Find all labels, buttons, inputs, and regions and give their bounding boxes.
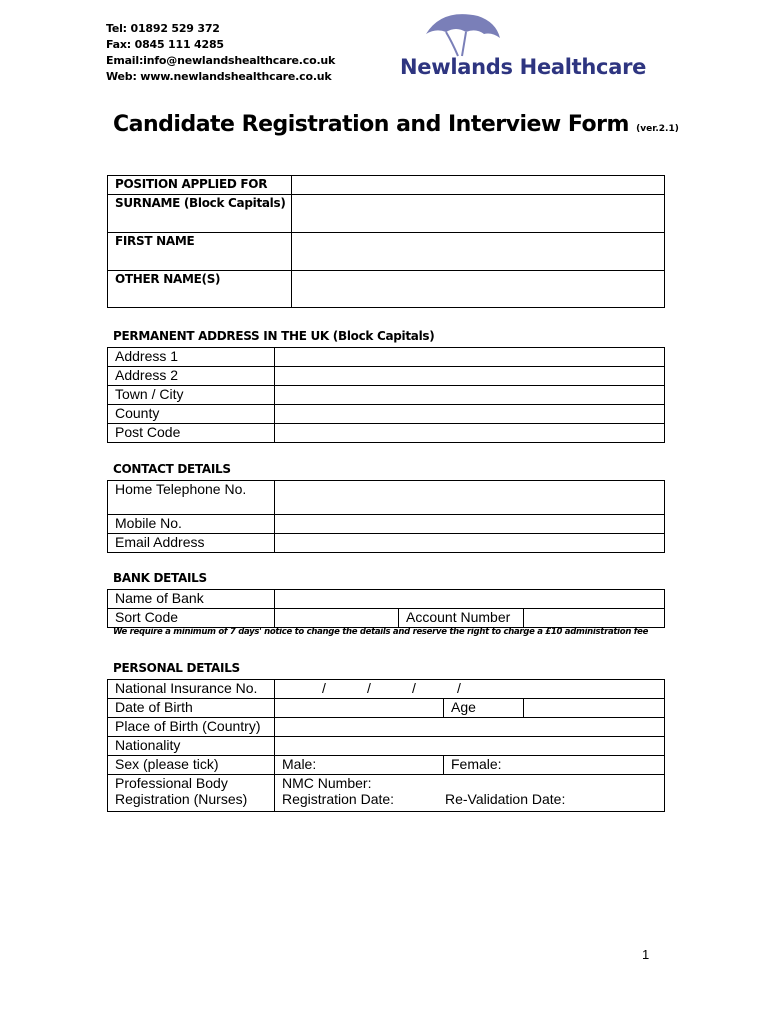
prof-body-line1: Professional Body (115, 775, 228, 791)
pob-label: Place of Birth (Country) (108, 718, 275, 737)
mobile-input[interactable] (275, 515, 665, 534)
nationality-label: Nationality (108, 737, 275, 756)
pob-input[interactable] (275, 718, 665, 737)
county-label: County (108, 405, 275, 424)
town-label: Town / City (108, 386, 275, 405)
prof-body-line2: Registration (Nurses) (115, 791, 248, 807)
home-tel-input[interactable] (275, 481, 665, 515)
account-number-input[interactable] (524, 609, 665, 628)
company-logo (400, 12, 664, 84)
ni-slash: / (457, 680, 461, 696)
ni-label: National Insurance No. (108, 680, 275, 699)
umbrella-icon (422, 12, 502, 58)
home-tel-label: Home Telephone No. (108, 481, 275, 515)
town-input[interactable] (275, 386, 665, 405)
ni-input[interactable] (275, 680, 665, 699)
ni-slash: / (367, 680, 371, 696)
email-label: Email Address (108, 534, 275, 553)
web-line: Web: www.newlandshealthcare.co.uk (106, 70, 332, 83)
address1-label: Address 1 (108, 348, 275, 367)
registration-date-label: Registration Date: (282, 791, 395, 807)
first-name-label: FIRST NAME (108, 233, 292, 271)
surname-label: SURNAME (Block Capitals) (108, 195, 292, 233)
mobile-label: Mobile No. (108, 515, 275, 534)
female-option[interactable]: Female: (444, 756, 665, 775)
prof-body-label (108, 775, 275, 812)
sort-code-label: Sort Code (108, 609, 275, 628)
sex-label: Sex (please tick) (108, 756, 275, 775)
ni-slash: / (322, 680, 326, 696)
email-input[interactable] (275, 534, 665, 553)
contact-info (106, 21, 335, 85)
age-input[interactable] (524, 699, 665, 718)
surname-input[interactable] (292, 195, 665, 233)
dob-label: Date of Birth (108, 699, 275, 718)
other-names-label: OTHER NAME(S) (108, 271, 292, 308)
bank-name-input[interactable] (275, 590, 665, 609)
address-table (107, 347, 665, 443)
address-heading: PERMANENT ADDRESS IN THE UK (Block Capitals) (113, 329, 435, 343)
postcode-input[interactable] (275, 424, 665, 443)
email-line: Email:info@newlandshealthcare.co.uk (106, 54, 336, 67)
nationality-input[interactable] (275, 737, 665, 756)
bank-table (107, 589, 665, 628)
first-name-input[interactable] (292, 233, 665, 271)
fax-line: Fax: 0845 111 4285 (106, 38, 224, 51)
address1-input[interactable] (275, 348, 665, 367)
position-label: POSITION APPLIED FOR (108, 176, 292, 195)
contact-table (107, 480, 665, 553)
dob-input[interactable] (275, 699, 444, 718)
personal-heading: PERSONAL DETAILS (113, 661, 240, 675)
address2-input[interactable] (275, 367, 665, 386)
other-names-input[interactable] (292, 271, 665, 308)
revalidation-date-label: Re-Validation Date: (445, 791, 566, 807)
sort-code-input[interactable] (275, 609, 399, 628)
logo-text: Newlands Healthcare (400, 55, 647, 79)
account-number-label: Account Number (399, 609, 524, 628)
position-input[interactable] (292, 176, 665, 195)
page-title (113, 112, 679, 137)
position-table (107, 175, 665, 308)
title-text: Candidate Registration and Interview Form (113, 112, 629, 137)
bank-heading: BANK DETAILS (113, 571, 207, 585)
age-label: Age (444, 699, 524, 718)
tel-line: Tel: 01892 529 372 (106, 22, 220, 35)
page-number: 1 (642, 947, 650, 962)
ni-slash: / (412, 680, 416, 696)
nmc-number-label: NMC Number: (282, 775, 372, 791)
contact-heading: CONTACT DETAILS (113, 462, 231, 476)
postcode-label: Post Code (108, 424, 275, 443)
bank-note: We require a minimum of 7 days' notice to change the details and reserve the right to charge a £10 administration fee (113, 627, 649, 637)
county-input[interactable] (275, 405, 665, 424)
registration-cell[interactable] (275, 775, 665, 812)
personal-table (107, 679, 665, 812)
bank-name-label: Name of Bank (108, 590, 275, 609)
version-label: (ver.2.1) (636, 124, 679, 134)
male-option[interactable]: Male: (275, 756, 444, 775)
address2-label: Address 2 (108, 367, 275, 386)
